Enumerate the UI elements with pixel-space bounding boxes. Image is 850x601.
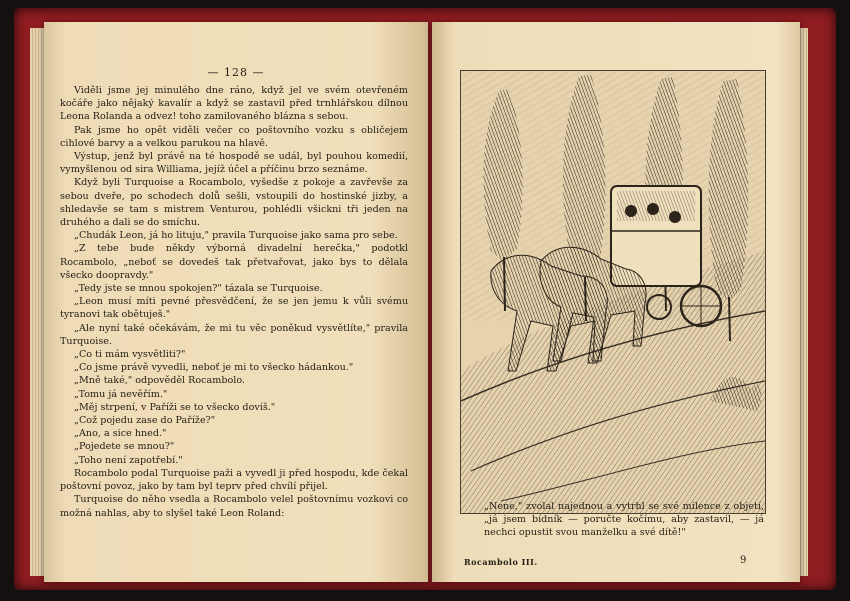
paragraph: „Ano, a sice hned." [74, 428, 167, 440]
paragraph: „Ale nyní také očekávám, že mi tu věc poněkud vysvětlíte," pravila Turquoise. [60, 322, 408, 347]
footer-title: Rocambolo III. [464, 557, 538, 567]
paragraph: „Mně také," odpověděl Rocambolo. [74, 375, 245, 387]
signature-mark: 9 [740, 555, 747, 566]
paragraph: „Tedy jste se mnou spokojen?" tázala se Turquoise. [74, 283, 323, 295]
right-page [432, 22, 800, 582]
text-block [60, 84, 408, 520]
paragraph: „Co jsme právě vyvedli, neboť je mi to všecko hádankou." [74, 362, 354, 374]
paragraph: „Leon musí míti pevné přesvědčení, že se jen jemu k vůli svému tyranovi tak obětuješ." [60, 296, 408, 321]
paragraph: „Což pojedu zase do Paříže?" [74, 415, 216, 427]
left-page [44, 22, 428, 582]
paragraph: „Chudák Leon, já ho lituju," pravila Turquoise jako sama pro sebe. [74, 230, 398, 242]
paragraph: Viděli jsme jej minulého dne ráno, když jel ve svém otevřeném kočáře jako nějaký kavalír a když se zastavil před trnhlářskou dílnou Leona Rolanda a odvez! toho zamilovaného blázna s sebou. [60, 85, 408, 123]
page-number: — 128 — [207, 66, 265, 79]
paragraph: Pak jsme ho opět viděli večer co poštovního vozku s obličejem cihlové barvy a a velkou parukou na hlavě. [60, 124, 408, 149]
paragraph: „Co ti mám vysvětliti?" [74, 349, 186, 361]
paragraph: „Toho není zapotřebí." [74, 454, 183, 466]
paragraph: „Pojedete se mnou?" [74, 441, 175, 453]
paragraph: Turquoise do něho vsedla a Rocambolo velel poštovnímu vozkovi co možná nahlas, aby to slyšel také Leon Roland: [60, 494, 408, 519]
paragraph: „Z tebe bude někdy výborná divadelní herečka," podotkl Rocambolo, „neboť se dovedeš tak přetvařovat, jako bys to dělala všecko doopravdy." [60, 243, 408, 281]
paragraph: Výstup, jenž byl právě na té hospodě se udál, byl pouhou komedií, vymyšlenou od sira Williama, jejíž účel a příčinu brzo seznáme. [60, 151, 408, 176]
paragraph: Když byli Turquoise a Rocambolo, vyšedše z pokoje a zavřevše za sebou dveře, po schodech dolů sešli, vstoupili do hostinské jizby, a shledavše se tam s mistrem Venturou, pohlédli všickni tři jeden na druhého a dali se do smíchu. [60, 177, 408, 229]
carriage-engraving-icon [461, 71, 765, 513]
paragraph: „Měj strpení, v Paříži se to všecko dovíš." [74, 401, 276, 413]
illustration-caption: „Nene," zvolal najednou a vytrhl se své milence z objetí, „já jsem bídník — poručte kočímu, aby zastavil, — já nechci opustit svou manželku a své dítě!" [484, 501, 764, 538]
carriage-illustration [460, 70, 766, 514]
paragraph: Rocambolo podal Turquoise paži a vyvedl ji před hospodu, kde čekal poštovní povoz, jako by tam byl teprv před chvílí přijel. [60, 467, 408, 493]
paragraph: „Tomu já nevěřím." [74, 388, 168, 400]
